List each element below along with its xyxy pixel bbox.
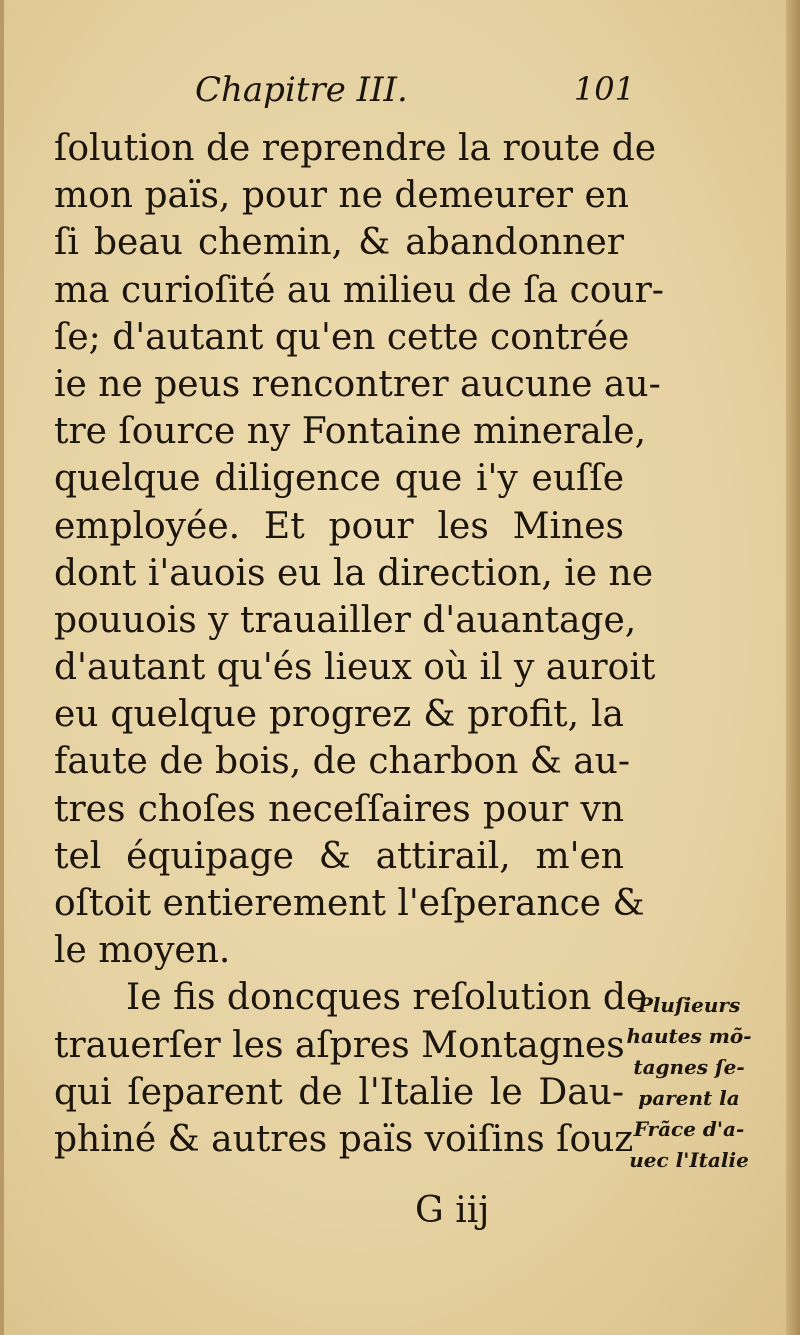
running-head [195,70,635,120]
text-line: faute de bois, de charbon & au- [54,741,631,783]
page-right-edge [786,0,800,1335]
text-line: quelque diligence que i'y euſſe [54,458,624,500]
text-line: employée. Et pour les Mines [54,505,624,547]
note-line: uec l'Italie [629,1148,749,1172]
text-line: tre ſource ny Fontaine minerale, [54,411,647,453]
page-number: 101 [573,70,635,108]
text-line: ie ne peus rencontrer aucune au- [54,363,661,405]
text-line: trauerſer les aſpres Montagnes [54,1024,625,1066]
text-line: pouuois y trauailler d'auantage, [54,599,637,641]
text-line: oſtoit entierement l'eſperance & [54,883,645,924]
note-line: Frãce d'a- [633,1117,745,1141]
text-line: eu quelque progrez & profit, la [54,694,624,736]
text-line: qui ſeparent de l'Italie le Dau- [54,1071,624,1113]
text-line: d'autant qu'és lieux où il y auroit [54,647,656,689]
signature-mark: G iij [415,1190,490,1231]
text-line: phiné & autres païs voiſins ſouz [54,1118,634,1160]
marginal-note [614,990,764,1176]
text-line: le moyen. [54,930,231,972]
text-line: ſolution de reprendre la route de [54,128,657,169]
text-line: mon païs, pour ne demeurer en [54,175,629,217]
note-line: parent la [638,1086,740,1110]
text-line: Ie fis doncques reſolution de [126,977,648,1019]
text-line: tel équipage & attirail, m'en [54,835,624,877]
note-line: hautes mõ- [626,1024,752,1048]
note-line: tagnes ſe- [633,1055,745,1079]
body-text [54,125,664,1163]
page-left-edge [0,0,4,1335]
chapter-title: Chapitre III. [195,70,408,110]
text-line: ſe; d'autant qu'en cette contrée [54,316,630,358]
text-line: tres choſes neceſſaires pour vn [54,788,624,830]
text-line: ſi beau chemin, & abandonner [54,222,624,264]
note-line: Pluſieurs [637,993,741,1017]
text-line: dont i'auois eu la direction, ie ne [54,552,654,594]
text-line: ma curioſité au milieu de ſa cour- [54,269,664,311]
